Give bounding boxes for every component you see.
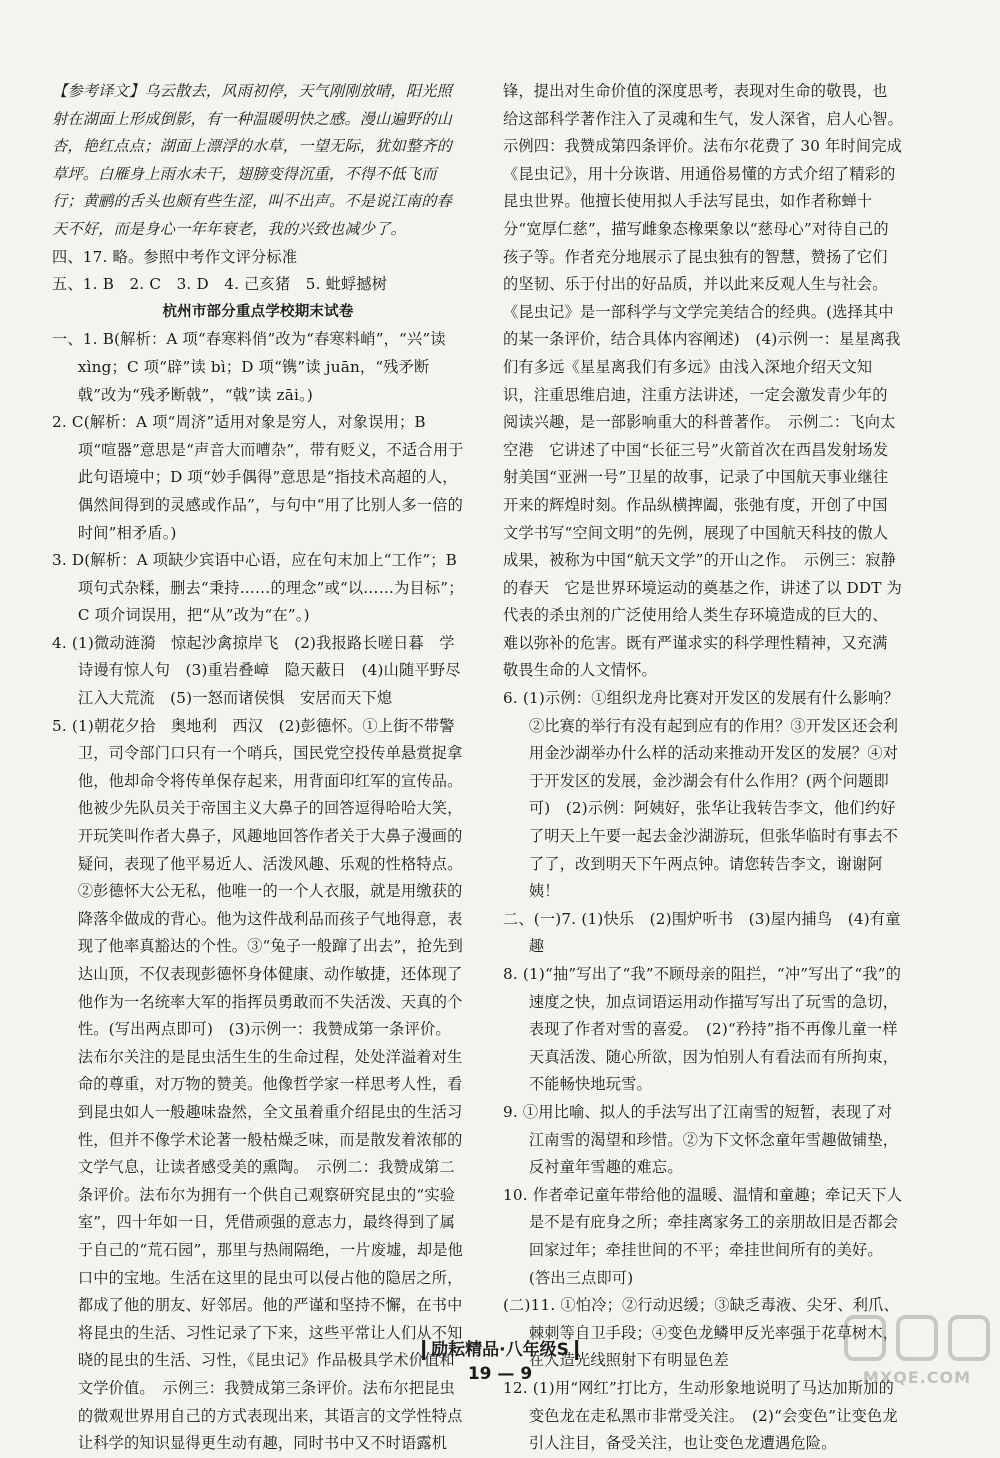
section-5-answer: 五、1. B 2. C 3. D 4. 己亥猪 5. 蚍蜉撼树: [52, 275, 388, 294]
answer-q3: 3. D(解析：A 项缺少宾语中心语，应在句末加上“工作”；B 项句式杂糅，删去“秉持……的理念”或“以……为目标”；C 项介词误用，把“从”改为“在”。): [52, 551, 464, 625]
answer-q5: 5. (1)朝花夕拾 奥地利 西汉 (2)彭德怀。①上街不带警卫，司令部门口只有一个哨兵，国民党空投传单悬赏捉拿他，他却命令将传单保存起来，用背面印红军的宣传品。他被少先队员关于帝国主义大鼻子的回答逗得哈哈大笑，开玩笑叫作者大鼻子，风趣地回答作者关于大鼻子漫画的疑问，表现了他平易近人、活泼风趣、乐观的性格特点。②彭德怀大公无私，他唯一的一个人衣服，就是用缴获的降落伞做成的背心。他为这件战利品而孩子气地得意，表现了他率真豁达的个性。③“兔子一般蹿了出去”，抢先到达山顶，不仅表现彭德怀身体健康、动作敏捷，还体现了他作为一名统率大军的指挥员勇敢而不失活泼、天真的个性。(写出两点即可) (3)示例一：我赞成第一条评价。法布尔关注的是昆虫活生生的生命过程，处处洋溢着对生命的尊重，对万物的赞美。他像哲学家一样思考人性，看到昆虫如人一般趣味盎然，全文虽着重介绍昆虫的生活习性，但并不像学术论著一般枯燥乏味，而是散发着浓郁的文学气息，让读者感受美的熏陶。 示例二：我赞成第二条评价。法布尔为拥有一个供自己观察研究昆虫的“实验室”，四十年如一日，凭借顽强的意志力，最终得到了属于自己的“荒石园”，那里与热闹隔绝，一片废墟，却是他口中的宝地。生活在这里的昆虫可以侵占他的隐居之所，都成了他的朋友、好邻居。他的严谨和坚持不懈，在书中将昆虫的生活、习性记录了下来，这些平常让人们从不知晓的昆虫的生活、习性，《昆虫记》作品极具学术价值和文学价值。 示例三：我赞成第三条评价。法布尔把昆虫的微观世界用自己的方式表现出来，其语言的文学性特点让科学的知识显得更生动有趣，同时书中又不时语露机: [52, 716, 464, 1453]
watermark-logo: [842, 1311, 992, 1389]
answer-q6: 6. (1)示例：①组织龙舟比赛对开发区的发展有什么影响？②比赛的举行有没有起到应有的作用？③开发区还会利用金沙湖举办什么样的活动来推动开发区的发展？④对于开发区的发展，金沙湖会有什么作用？(两个问题即可) (2)示例：阿姨好，张华让我转告李文，他们约好了明天上午要一起去金沙湖游玩，但张华临时有事去不了了，改到明天下午两点钟。请您转告李文，谢谢阿姨！: [503, 689, 899, 901]
section-4-answer: 四、17. 略。参照中考作文评分标准: [52, 247, 298, 266]
answer-q4: 4. (1)微动涟漪 惊起沙禽掠岸飞 (2)我报路长嗟日暮 学诗谩有惊人句 (3)重岩叠嶂 隐天蔽日 (4)山随平野尽 江入大荒流 (5)一怒而诸侯惧 安居而天下熄: [52, 633, 476, 708]
answer-q10: 10. 作者牵记童年带给他的温暖、温情和童趣；牵记天下人是不是有庇身之所；牵挂离家务工的亲朋故旧是否都会回家过年；牵挂世间的不平；牵挂世间所有的美好。(答出三点即可): [503, 1185, 903, 1287]
answer-q5-continued: 锋，提出对生命价值的深度思考，表现对生命的敬畏，也给这部科学著作注入了灵魂和生气，发人深省，启人心智。 示例四：我赞成第四条评价。法布尔花费了 30 年时间完成《昆虫记》，用十分诙谐、用通俗易懂的方式介绍了精彩的昆虫世界。他擅长使用拟人手法写昆虫，如作者称蝉十分“宽厚仁慈”，描写雌象态橡栗象以“慈母心”对待自己的孩子等。作者充分地展示了昆虫独有的智慧，赞扬了它们的坚韧、乐于付出的好品质，并以此来反观人生与社会。《昆虫记》是一部科学与文学完美结合的经典。(选择其中的某一条评价，结合具体内容阐述) (4)示例一：星星离我们有多远《星星离我们有多远》由浅入深地介绍天文知识，注重思维启迪，注重方法讲述，一定会激发青少年的阅读兴趣，是一部影响重大的科普著作。 示例二：飞向太空港 它讲述了中国“长征三号”火箭首次在西昌发射场发射美国“亚洲一号”卫星的故事，记录了中国航天事业继往开来的辉煌时刻。作品纵横捭阖，张弛有度，开创了中国文学书写“空间文明”的先例，展现了中国航天科技的傲人成果，被称为中国“航天文学”的开山之作。 示例三：寂静的春天 它是世界环境运动的奠基之作，讲述了以 DDT 为代表的杀虫剂的广泛使用给人类生存环境造成的巨大的、难以弥补的危害。既有严谨求实的科学理性精神，又充满敬畏生命的人文情怀。: [503, 82, 911, 680]
book-banner: 励耘精品·八年级S: [422, 1340, 578, 1360]
answer-q8: 8. (1)“抽”写出了“我”不顾母亲的阻拦，“冲”写出了“我”的速度之快，加点词语运用动作描写写出了玩雪的急切，表现了作者对雪的喜爱。 (2)“矜持”指不再像儿童一样天真活泼、随心所欲，因为怕别人有看法而有所拘束，不能畅快地玩雪。: [503, 965, 902, 1094]
left-column: [52, 78, 476, 1458]
watermark-text: MXQE.COM: [862, 1368, 972, 1387]
reference-translation: 【参考译文】乌云散去，风雨初停，天气刚刚放晴，阳光照射在湖面上形成倒影，有一种温暖明快之感。漫山遍野的山杏，艳红点点；湖面上漂浮的水草，一望无际，犹如整齐的草坪。白雁身上雨水未干，翅膀变得沉重，不得不低飞而行；黄鹂的舌头也颇有些生涩，叫不出声。不是说江南的春天不好，而是身心一年年衰老，我的兴致也减少了。: [52, 82, 453, 238]
watermark-logo-icon: [842, 1311, 992, 1367]
answer-q11: (二)11. ①怕冷；②行动迟缓；③缺乏毒液、尖牙、利爪、棘刺等自卫手段；④变色龙鳞甲反光率强于花草树木，在人造光线照射下有明显色差: [503, 1296, 899, 1370]
answer-q7: 二、(一)7. (1)快乐 (2)围炉听书 (3)屋内捕鸟 (4)有童趣: [503, 909, 901, 956]
answer-q1: 一、1. B(解析：A 项“春寒料俏”改为“春寒料峭”，“兴”读 xìng；C 项“辟”读 bì；D 项“镌”读 juān，“残矛断戟”改为“残矛断戟”，“戟”读 zāi。): [52, 330, 446, 404]
answer-q2: 2. C(解析：A 项“周济”适用对象是穷人，对象误用；B 项“喧器”意思是“声音大而嘈杂”，带有贬义，不适合用于此句语境中；D 项“妙手偶得”意思是“指技术高超的人，偶然间得到的灵感或作品”，与句中“用了比别人多一倍的时间”相矛盾。): [52, 413, 464, 542]
answer-q12: 12. (1)用“网红”打比方，生动形象地说明了马达加斯加的变色龙在走私黑市非常受关注。 (2)“会变色”让变色龙引人注目，备受关注，也让变色龙遭遇危险。: [503, 1378, 898, 1453]
answer-q9: 9. ①用比喻、拟人的手法写出了江南雪的短暂，表现了对江南雪的渴望和珍惜。②为下文怀念童年雪趣做铺垫，反衬童年雪趣的难忘。: [503, 1102, 899, 1177]
right-column: [503, 78, 911, 1458]
exam-title: 杭州市部分重点学校期末试卷: [162, 303, 354, 320]
page-number: 19 — 9: [467, 1364, 533, 1384]
